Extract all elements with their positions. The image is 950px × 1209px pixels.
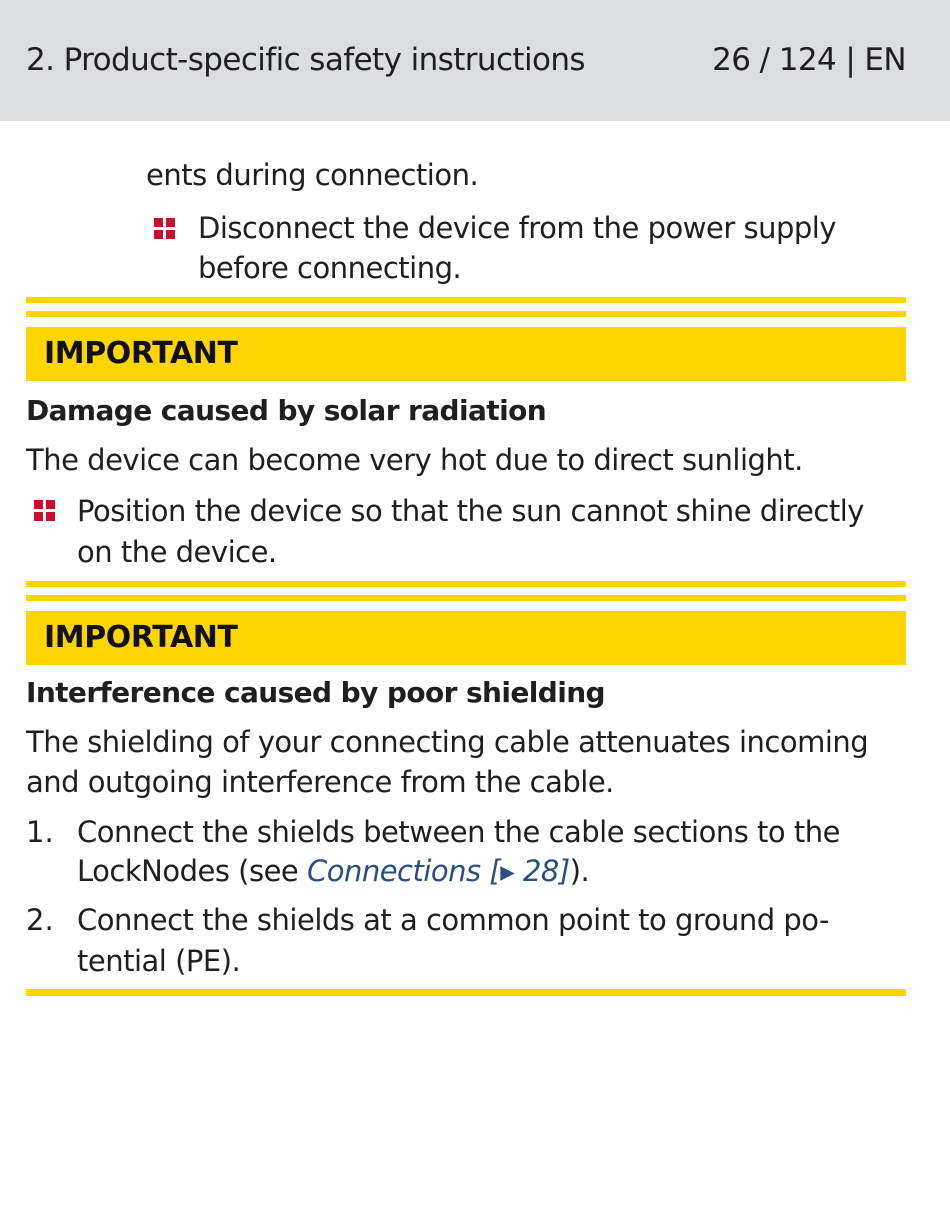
notice-bottom-rule [26, 989, 906, 996]
bullet-square-icon [34, 500, 56, 522]
continued-text: ents during connection. [146, 158, 479, 192]
instruction-text: Position the device so that the sun cannot shine directly [77, 494, 864, 528]
step-number: 1. [26, 815, 54, 849]
step-text-prefix: LockNodes (see [77, 854, 307, 888]
notice-top-rule [26, 297, 906, 303]
notice-heading: Interference caused by poor shielding [26, 676, 605, 709]
important-banner [26, 611, 906, 665]
page-indicator: 26 / 124 | EN [712, 42, 906, 78]
step-text-cont [77, 851, 589, 891]
notice-body-cont: and outgoing interference from the cable. [26, 765, 614, 799]
important-label: IMPORTANT [44, 336, 238, 371]
notice-body: The shielding of your connecting cable attenuates incoming [26, 725, 869, 759]
instruction-text-cont: before connecting. [198, 251, 462, 285]
instruction-text: Disconnect the device from the power supply [198, 211, 836, 245]
page-header [0, 0, 950, 121]
important-banner [26, 327, 906, 381]
notice-top-rule [26, 595, 906, 601]
important-label: IMPORTANT [44, 620, 238, 655]
notice-body: The device can become very hot due to direct sunlight. [26, 443, 803, 477]
notice-top-rule [26, 311, 906, 317]
connections-link[interactable]: Connections [▸ 28] [306, 854, 570, 888]
step-number: 2. [26, 903, 54, 937]
step-text: Connect the shields at a common point to ground po- [77, 903, 829, 937]
step-text-suffix: ). [569, 854, 590, 888]
notice-top-rule [26, 581, 906, 587]
bullet-square-icon [154, 218, 176, 240]
step-text-cont: tential (PE). [77, 944, 241, 978]
section-title: 2. Product-specific safety instructions [26, 42, 585, 78]
notice-heading: Damage caused by solar radiation [26, 394, 547, 427]
instruction-text-cont: on the device. [77, 535, 277, 569]
step-text: Connect the shields between the cable sections to the [77, 815, 840, 849]
